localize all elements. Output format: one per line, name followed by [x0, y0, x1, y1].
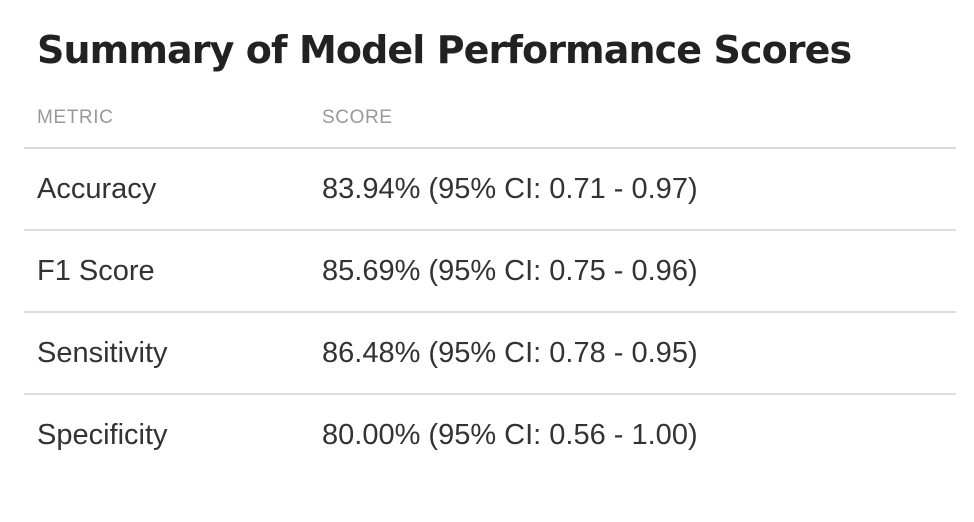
- metric-cell: Sensitivity: [24, 312, 309, 394]
- score-cell: 83.94% (95% CI: 0.71 - 0.97): [309, 148, 956, 230]
- metric-cell: Specificity: [37, 418, 168, 451]
- table-header-row: [24, 88, 956, 148]
- metric-cell: Accuracy: [24, 148, 309, 230]
- column-header-score: SCORE: [309, 88, 956, 148]
- column-header-metric: METRIC: [24, 88, 309, 148]
- table-row: [24, 230, 956, 312]
- table-row: [24, 148, 956, 230]
- table-container: [24, 22, 956, 475]
- table-row: [24, 394, 956, 475]
- score-cell: 86.48% (95% CI: 0.78 - 0.95): [309, 312, 956, 394]
- score-cell: 80.00% (95% CI: 0.56 - 1.00): [322, 418, 698, 451]
- table-row: [24, 312, 956, 394]
- performance-table: [24, 88, 956, 475]
- metric-cell: F1 Score: [24, 230, 309, 312]
- page-title: Summary of Model Performance Scores: [37, 28, 852, 72]
- score-cell: 85.69% (95% CI: 0.75 - 0.96): [309, 230, 956, 312]
